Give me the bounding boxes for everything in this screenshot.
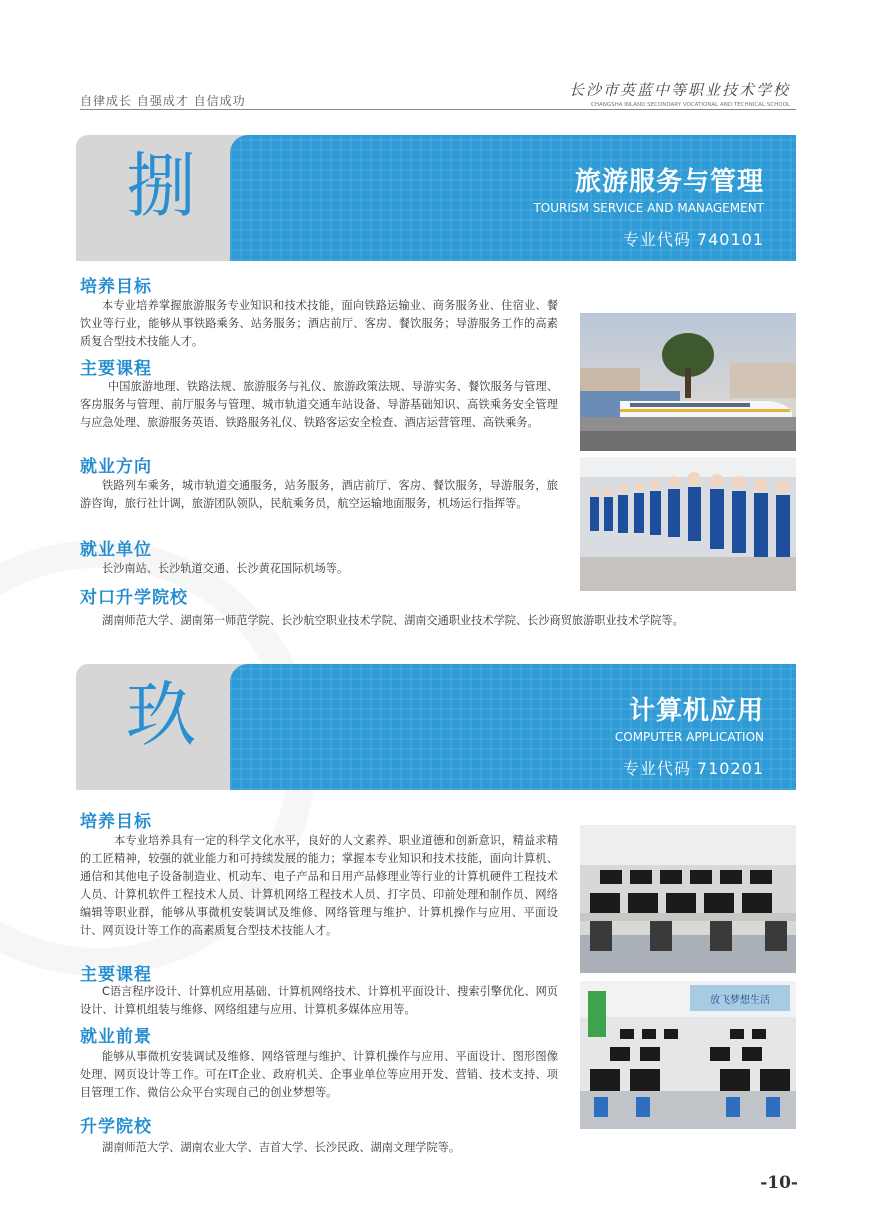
lab-banner-text: 放飞梦想生活 (710, 995, 770, 1006)
section-text: 能够从事微机安装调试及维修、网络管理与维护、计算机操作与应用、平面设计、图形图像处理、网页设计等工作。可在IT企业、政府机关、企事业单位等应用开发、营销、技术支持、项目管理工作、微信公众平台实现自己的创业梦想等。 (80, 1050, 558, 1099)
major-number: 玖 (126, 674, 196, 756)
major-title: 计算机应用 (628, 696, 764, 726)
major-number: 捌 (126, 145, 196, 227)
attendants-photo (580, 457, 796, 591)
section-text: 湖南师范大学、湖南农业大学、吉首大学、长沙民政、湖南文理学院等。 (102, 1141, 461, 1154)
section-heading: 对口升学院校 (80, 588, 188, 608)
section-heading: 主要课程 (80, 359, 152, 379)
banner-blue-panel (230, 664, 796, 790)
major-title-en: TOURISM SERVICE AND MANAGEMENT (533, 201, 764, 215)
section-heading: 培养目标 (80, 812, 152, 832)
school-name-en: CHANGSHA INLAND SECONDARY VOCATIONAL AND TECHNICAL SCHOOL (591, 102, 790, 108)
section-heading: 升学院校 (80, 1117, 152, 1137)
section-text: 长沙南站、长沙轨道交通、长沙黄花国际机场等。 (102, 562, 349, 575)
section-text: 湖南师范大学、湖南第一师范学院、长沙航空职业技术学院、湖南交通职业技术学院、长沙商贸旅游职业技术学院等。 (102, 614, 684, 627)
train-photo (580, 313, 796, 451)
section-heading: 主要课程 (80, 965, 152, 985)
computer-lab-photo (580, 825, 796, 973)
section-text: 铁路列车乘务，城市轨道交通服务，站务服务，酒店前厅、客房、餐饮服务，导游服务，旅游咨询，旅行社计调，旅游团队领队，民航乘务员，航空运输地面服务，机场运行指挥等。 (80, 479, 558, 510)
header-divider (80, 109, 796, 110)
school-name-cn: 长沙市英蓝中等职业技术学校 (568, 81, 790, 99)
section-text: 本专业培养掌握旅游服务专业知识和技术技能，面向铁路运输业、商务服务业、住宿业、餐饮业等行业，能够从事铁路乘务、站务服务；酒店前厅、客房、餐饮服务；导游服务工作的高素质复合型技术技能人才。 (80, 299, 558, 348)
section-text: C语言程序设计、计算机应用基础、计算机网络技术、计算机平面设计、搜索引擎优化、网页设计、计算机组装与维修、网络组建与应用、计算机多媒体应用等。 (80, 985, 558, 1016)
section-heading: 就业前景 (80, 1027, 152, 1047)
major-title-en: COMPUTER APPLICATION (614, 730, 764, 744)
major-title: 旅游服务与管理 (574, 167, 764, 197)
header-slogan: 自律成长 自强成才 自信成功 (80, 94, 246, 108)
major-code: 专业代码 710201 (622, 759, 764, 778)
school-logo-text (569, 79, 790, 108)
major-banner-tourism (76, 135, 796, 261)
section-text: 中国旅游地理、铁路法规、旅游服务与礼仪、旅游政策法规、导游实务、餐饮服务与管理、客房服务与管理、前厅服务与管理、城市轨道交通车站设备、导游基础知识、高铁乘务安全管理与应急处理、旅游服务英语、铁路服务礼仪、铁路客运安全检查、酒店运营管理、高铁乘务。 (80, 380, 558, 429)
section-text: 本专业培养具有一定的科学文化水平，良好的人文素养、职业道德和创新意识，精益求精的工匠精神，较强的就业能力和可持续发展的能力；掌握本专业知识和技术技能，面向计算机、通信和其他电子设备制造业、机动车、电子产品和日用产品修理业等行业的计算机硬件工程技术人员、计算机软件工程技术人员、计算机网络工程技术人员、打字员、印前处理和制作员、网络编辑等职业群，能够从事微机安装调试及维修、网络管理与维护、计算机操作与应用、平面设计、网页设计等工作的高素质复合型技术技能人才。 (80, 834, 558, 937)
section-heading: 培养目标 (80, 277, 152, 297)
page-number: -10- (760, 1173, 798, 1193)
section-heading: 就业方向 (80, 457, 152, 477)
major-code: 专业代码 740101 (622, 230, 764, 249)
section-heading: 就业单位 (80, 540, 152, 560)
computer-lab-photo-2 (580, 981, 796, 1129)
banner-blue-panel (230, 135, 796, 261)
major-banner-computer (76, 664, 796, 790)
